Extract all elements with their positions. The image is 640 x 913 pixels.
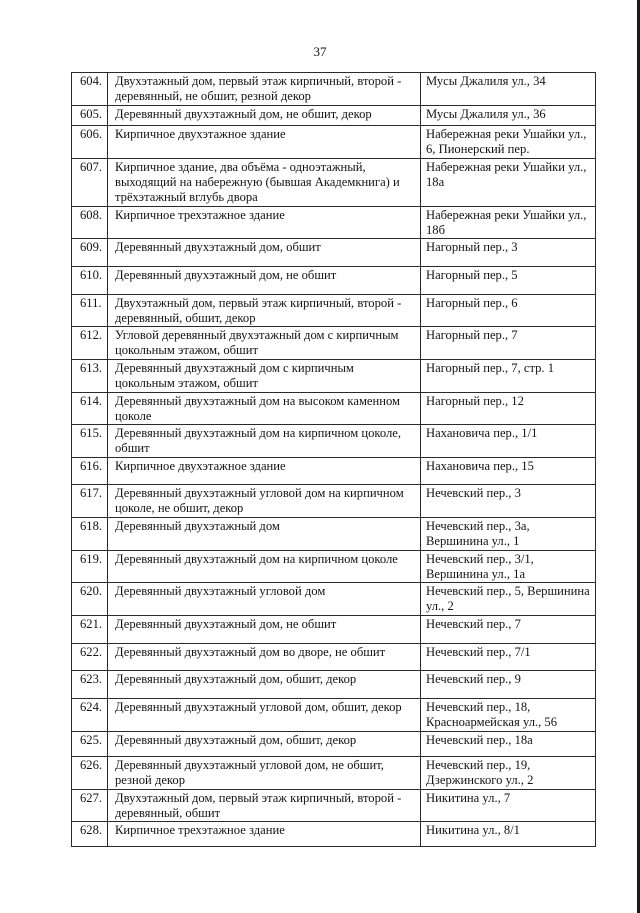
row-number: 608. [72, 206, 108, 239]
building-description: Деревянный двухэтажный дом, не обшит [108, 266, 421, 294]
table-row [72, 359, 596, 392]
table-row [72, 206, 596, 239]
row-number: 616. [72, 457, 108, 485]
row-number: 609. [72, 239, 108, 267]
building-address: Нечевский пер., 7 [421, 616, 596, 644]
building-description: Кирпичное трехэтажное здание [108, 206, 421, 239]
building-description: Деревянный двухэтажный дом на кирпичном цоколе [108, 550, 421, 583]
table-row [72, 616, 596, 644]
table-row [72, 105, 596, 125]
row-number: 626. [72, 757, 108, 790]
table-row [72, 158, 596, 206]
building-address: Нечевский пер., 18а [421, 731, 596, 757]
row-number: 625. [72, 731, 108, 757]
row-number: 611. [72, 294, 108, 327]
building-address: Нечевский пер., 18, Красноармейская ул., 56 [421, 698, 596, 731]
row-number: 606. [72, 126, 108, 159]
building-address: Нагорный пер., 7 [421, 327, 596, 360]
building-description: Деревянный двухэтажный дом на высоком каменном цоколе [108, 392, 421, 425]
building-description: Угловой деревянный двухэтажный дом с кирпичным цокольным этажом, обшит [108, 327, 421, 360]
building-description: Кирпичное двухэтажное здание [108, 457, 421, 485]
building-address: Нечевский пер., 7/1 [421, 643, 596, 671]
building-address: Нечевский пер., 5, Вершинина ул., 2 [421, 583, 596, 616]
building-address: Нахановича пер., 15 [421, 457, 596, 485]
row-number: 610. [72, 266, 108, 294]
building-description: Деревянный двухэтажный угловой дом [108, 583, 421, 616]
table-row [72, 485, 596, 518]
row-number: 621. [72, 616, 108, 644]
table-row [72, 518, 596, 551]
table-row [72, 457, 596, 485]
table-row [72, 392, 596, 425]
row-number: 628. [72, 822, 108, 847]
table-row [72, 239, 596, 267]
building-description: Деревянный двухэтажный дом, обшит, декор [108, 671, 421, 699]
building-description: Двухэтажный дом, первый этаж кирпичный, второй - деревянный, обшит [108, 789, 421, 822]
building-address: Нагорный пер., 6 [421, 294, 596, 327]
building-description: Деревянный двухэтажный дом, не обшит [108, 616, 421, 644]
building-description: Деревянный двухэтажный дом [108, 518, 421, 551]
table-row [72, 671, 596, 699]
row-number: 619. [72, 550, 108, 583]
table-row [72, 266, 596, 294]
table-row [72, 126, 596, 159]
building-address: Нечевский пер., 3 [421, 485, 596, 518]
table-row [72, 698, 596, 731]
table-row [72, 757, 596, 790]
row-number: 615. [72, 425, 108, 458]
row-number: 607. [72, 158, 108, 206]
table-row [72, 643, 596, 671]
building-address: Никитина ул., 8/1 [421, 822, 596, 847]
building-description: Деревянный двухэтажный дом во дворе, не обшит [108, 643, 421, 671]
page-number: 37 [313, 44, 327, 59]
row-number: 624. [72, 698, 108, 731]
building-address: Мусы Джалиля ул., 36 [421, 105, 596, 125]
building-description: Деревянный двухэтажный угловой дом на кирпичном цоколе, не обшит, декор [108, 485, 421, 518]
building-address: Никитина ул., 7 [421, 789, 596, 822]
row-number: 618. [72, 518, 108, 551]
row-number: 605. [72, 105, 108, 125]
table-row [72, 583, 596, 616]
row-number: 612. [72, 327, 108, 360]
building-address: Набережная реки Ушайки ул., 18а [421, 158, 596, 206]
building-description: Кирпичное двухэтажное здание [108, 126, 421, 159]
building-description: Двухэтажный дом, первый этаж кирпичный, второй - деревянный, обшит, декор [108, 294, 421, 327]
building-description: Деревянный двухэтажный угловой дом, не обшит, резной декор [108, 757, 421, 790]
building-address: Нечевский пер., 3а, Вершинина ул., 1 [421, 518, 596, 551]
table-row [72, 73, 596, 106]
building-address: Нечевский пер., 19, Дзержинского ул., 2 [421, 757, 596, 790]
building-address: Мусы Джалиля ул., 34 [421, 73, 596, 106]
table-row [72, 327, 596, 360]
building-description: Деревянный двухэтажный дом с кирпичным цокольным этажом, обшит [108, 359, 421, 392]
row-number: 617. [72, 485, 108, 518]
building-description: Деревянный двухэтажный угловой дом, обшит, декор [108, 698, 421, 731]
heritage-buildings-table [71, 72, 596, 847]
building-address: Нечевский пер., 9 [421, 671, 596, 699]
row-number: 604. [72, 73, 108, 106]
table-row [72, 425, 596, 458]
building-description: Деревянный двухэтажный дом на кирпичном цоколе, обшит [108, 425, 421, 458]
building-address: Нагорный пер., 5 [421, 266, 596, 294]
building-address: Нагорный пер., 7, стр. 1 [421, 359, 596, 392]
row-number: 620. [72, 583, 108, 616]
building-address: Набережная реки Ушайки ул., 6, Пионерский пер. [421, 126, 596, 159]
building-description: Деревянный двухэтажный дом, не обшит, декор [108, 105, 421, 125]
table-row [72, 789, 596, 822]
building-description: Кирпичное здание, два объёма - одноэтажный, выходящий на набережную (бывшая Академкнига) и трёхэтажный вглубь двора [108, 158, 421, 206]
row-number: 614. [72, 392, 108, 425]
building-description: Двухэтажный дом, первый этаж кирпичный, второй - деревянный, не обшит, резной декор [108, 73, 421, 106]
table-row [72, 731, 596, 757]
building-address: Нагорный пер., 3 [421, 239, 596, 267]
building-address: Нечевский пер., 3/1, Вершинина ул., 1а [421, 550, 596, 583]
building-address: Нагорный пер., 12 [421, 392, 596, 425]
building-address: Набережная реки Ушайки ул., 18б [421, 206, 596, 239]
row-number: 613. [72, 359, 108, 392]
building-description: Деревянный двухэтажный дом, обшит [108, 239, 421, 267]
table-row [72, 822, 596, 847]
building-description: Деревянный двухэтажный дом, обшит, декор [108, 731, 421, 757]
row-number: 622. [72, 643, 108, 671]
row-number: 627. [72, 789, 108, 822]
table-row [72, 550, 596, 583]
row-number: 623. [72, 671, 108, 699]
building-address: Нахановича пер., 1/1 [421, 425, 596, 458]
table-row [72, 294, 596, 327]
building-description: Кирпичное трехэтажное здание [108, 822, 421, 847]
